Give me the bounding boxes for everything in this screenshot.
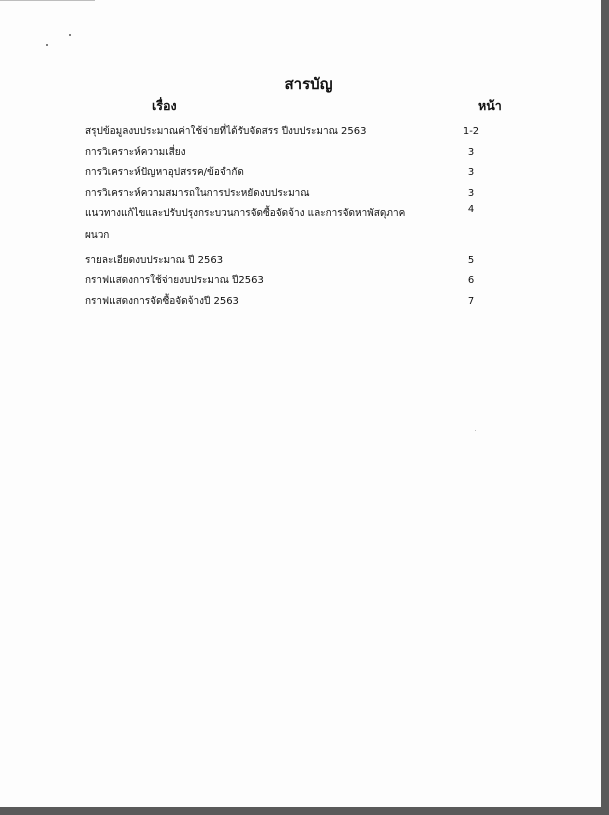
page-title: สารบัญ xyxy=(284,75,333,93)
toc-entry xyxy=(85,274,515,288)
toc-entry-page: 4 xyxy=(467,204,475,215)
toc-entry xyxy=(85,295,515,309)
toc-entry-page: 3 xyxy=(467,167,475,178)
toc-entry xyxy=(85,146,515,160)
toc-entry-title: กราฟแสดงการจัดซื้อจัดจ้างปี 2563 xyxy=(85,295,239,307)
toc-entry-page: 3 xyxy=(467,187,475,199)
toc-entry xyxy=(85,254,515,268)
scanner-border-bottom xyxy=(0,807,609,815)
toc-entry-page: 3 xyxy=(467,146,475,158)
scan-speck xyxy=(69,34,71,36)
toc-entry-page: 1-2 xyxy=(462,126,480,137)
toc-entry xyxy=(85,166,515,180)
scan-edge-line xyxy=(0,0,95,1)
scanner-border-right xyxy=(601,0,609,815)
table-of-contents xyxy=(85,125,515,315)
scan-speck xyxy=(475,430,476,431)
toc-entry-title: การวิเคราะห์ปัญหาอุปสรรค/ข้อจำกัด xyxy=(85,167,244,178)
toc-entry-title: แนวทางแก้ไขและปรับปรุงกระบวนการจัดซื้อจัดจ้าง และการจัดหาพัสดุภาคผนวก xyxy=(85,208,406,241)
toc-entry xyxy=(85,125,515,139)
toc-entry-title: รายละเอียดงบประมาณ ปี 2563 xyxy=(85,254,224,266)
topic-column-header: เรื่อง xyxy=(152,98,177,113)
toc-entry-title: การวิเคราะห์ความสมารถในการประหยัดงบประมาณ xyxy=(85,187,310,199)
toc-entry-page: 6 xyxy=(467,275,475,286)
toc-entry-title: สรุปข้อมูลงบประมาณค่าใช้จ่ายที่ได้รับจัดสรร ปีงบประมาณ 2563 xyxy=(85,126,367,137)
page-column-header: หน้า xyxy=(478,98,502,113)
toc-entry xyxy=(85,187,515,201)
toc-entry-page: 7 xyxy=(467,295,475,307)
scan-speck xyxy=(46,44,48,46)
toc-entry-title: กราฟแสดงการใช้จ่ายงบประมาณ ปี2563 xyxy=(85,275,264,286)
toc-entry-page: 5 xyxy=(467,254,475,266)
toc-entry xyxy=(85,203,515,247)
toc-entry-title: การวิเคราะห์ความเสี่ยง xyxy=(85,146,186,158)
